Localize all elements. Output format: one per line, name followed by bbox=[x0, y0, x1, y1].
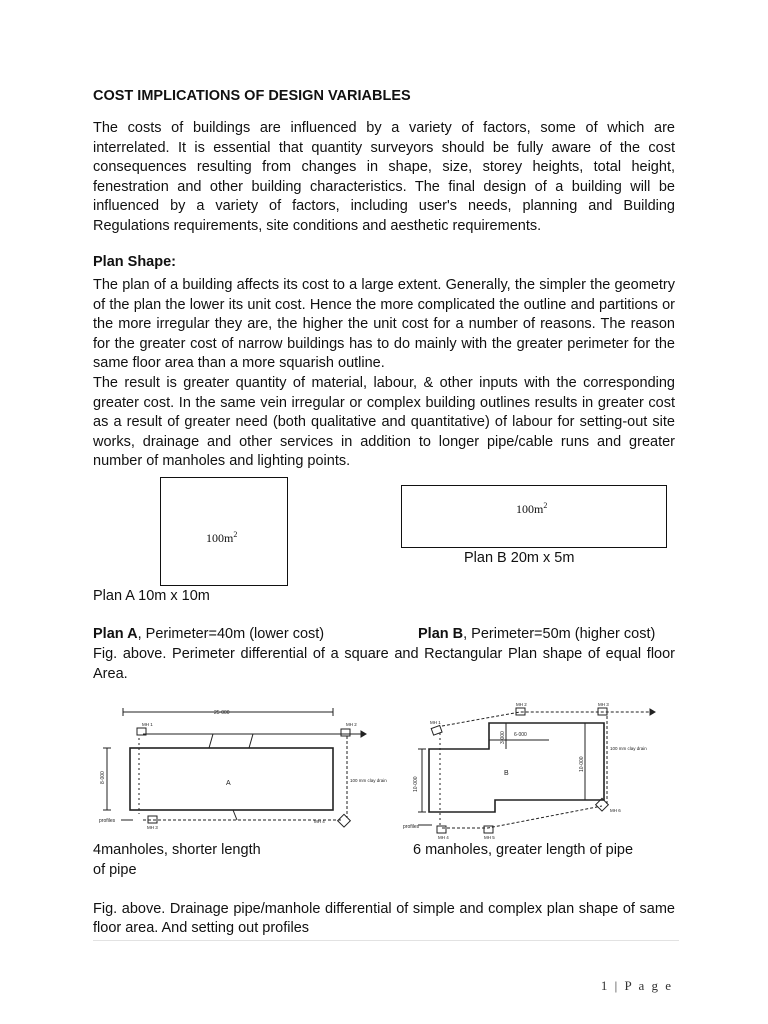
mh1-label: MH 1 bbox=[430, 720, 441, 725]
dim-side-label: 8·000 bbox=[100, 771, 106, 784]
left-drawing-caption-1: 4manholes, shorter length bbox=[93, 842, 261, 858]
plan-a-square bbox=[160, 477, 288, 586]
plan-a-letter: A bbox=[226, 780, 231, 787]
mh2-label: MH 2 bbox=[346, 722, 357, 727]
dim-10000-inner-label: 10·000 bbox=[579, 756, 585, 772]
plan-shape-paragraph-1: The plan of a building affects its cost to a large extent. Generally, the simpler the geometry of the plan the lower its unit cost. Hence the more complicated the outline and partitions or the more irregular they are, the higher the unit cost for a number of reasons. The reason for the greater cost of narrow buildings has to do mainly with the greater perimeter for the same floor area than a more squarish outline. bbox=[93, 277, 675, 371]
profiles-label: profiles bbox=[403, 824, 420, 830]
dim-6000-label: 6·000 bbox=[514, 732, 527, 738]
complex-plan-drainage-drawing bbox=[402, 700, 660, 840]
dim-10000-side-label: 10·000 bbox=[413, 776, 419, 792]
document-title: COST IMPLICATIONS OF DESIGN VARIABLES bbox=[93, 88, 411, 104]
page-number: 1 | P a g e bbox=[600, 978, 673, 993]
mh6-label: MH 6 bbox=[610, 808, 621, 813]
plan-a-area: $100m^2$ bbox=[206, 530, 238, 545]
left-drawing-caption-2: of pipe bbox=[93, 862, 137, 878]
figure2-caption: Fig. above. Drainage pipe/manhole differential of simple and complex plan shape of same floor area. And setting out profiles bbox=[93, 901, 675, 936]
right-drawing-caption: 6 manholes, greater length of pipe bbox=[413, 842, 634, 858]
plan-b-label: Plan B 20m x 5m bbox=[464, 550, 575, 566]
mh3-label: MH 3 bbox=[147, 825, 158, 830]
plan-shape-paragraph-2: The result is greater quantity of material, labour, & other inputs with the corresponding greater cost. In the same vein irregular or complex building outlines results in greater cost as a result of greater need (both qualitative and quantitative) of labour for setting-out site works, drainage and other services in addition to longer pipe/cable runs and greater number of manholes and lighting points. bbox=[93, 375, 675, 469]
drain-label: 100 mm clay drain bbox=[610, 746, 647, 751]
mh5-label: MH 5 bbox=[484, 835, 495, 840]
mh3-label: MH 3 bbox=[598, 702, 609, 707]
dim-top-label: 25·000 bbox=[214, 710, 230, 716]
mh4-label: MH 4 bbox=[438, 835, 449, 840]
plan-shape-heading: Plan Shape: bbox=[93, 254, 176, 270]
intro-paragraph: The costs of buildings are influenced by a variety of factors, some of which are interrelated. It is essential that quantity surveyors should be fully aware of the cost consequences resulting from changes in shape, size, storey heights, total height, fenestration and other building characteristics. The final design of a building will be influenced by a variety of factors, including user's needs, planning and Building Regulations requirements, site conditions and aesthetic requirements. bbox=[93, 120, 675, 234]
mh4-label: MH 4 bbox=[314, 819, 325, 824]
plan-b-rectangle bbox=[401, 485, 667, 548]
profiles-label: profiles bbox=[99, 818, 116, 824]
footer-divider bbox=[93, 940, 679, 941]
simple-plan-drainage-drawing bbox=[93, 704, 387, 834]
plan-a-label: Plan A 10m x 10m bbox=[93, 588, 210, 604]
plan-b-area: $100m^2$ bbox=[516, 501, 548, 516]
figure1-caption: Fig. above. Perimeter differential of a square and Rectangular Plan shape of equal floor Area. bbox=[93, 646, 675, 682]
dim-3000-label: 3·000 bbox=[500, 731, 506, 744]
plan-a-perimeter: Plan A, Perimeter=40m (lower cost) bbox=[93, 626, 325, 642]
mh1-label: MH 1 bbox=[142, 722, 153, 727]
plan-b-letter: B bbox=[504, 770, 509, 777]
plan-b-perimeter: Plan B, Perimeter=50m (higher cost) bbox=[418, 626, 656, 642]
mh2-label: MH 2 bbox=[516, 702, 527, 707]
drain-label: 100 mm clay drain bbox=[350, 778, 387, 783]
